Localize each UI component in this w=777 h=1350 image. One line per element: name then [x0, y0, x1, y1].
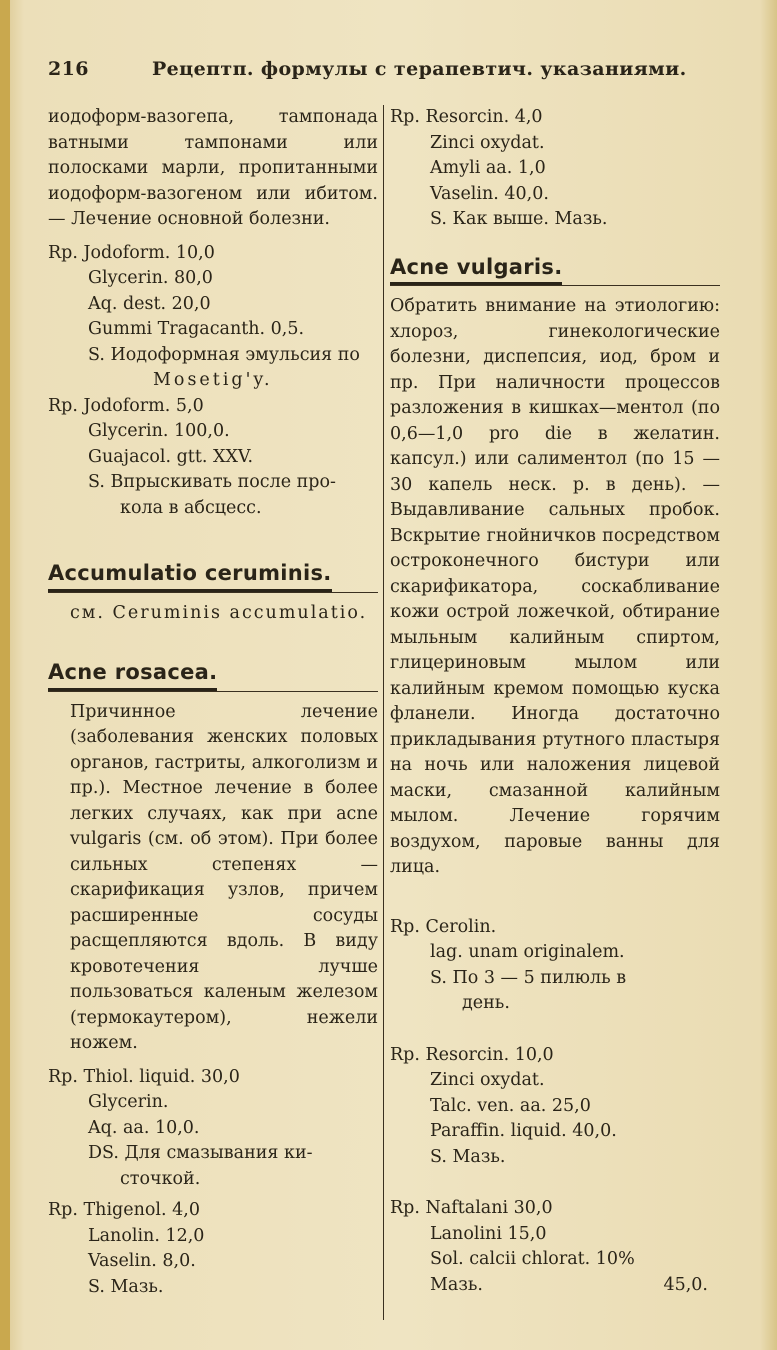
prescription-resorcin-1 [390, 105, 720, 233]
rx-line: Vaselin. 40,0. [430, 183, 549, 204]
rx-line: S. Мазь. [88, 1276, 164, 1297]
rx-line: Mosetig'y. [153, 370, 273, 390]
rx-line: Glycerin. 100,0. [88, 421, 230, 441]
prescription-jodoform-2 [48, 394, 378, 522]
rx-line: Lanolini 15,0 [430, 1223, 547, 1244]
rx-line: день. [462, 993, 510, 1013]
rx-line: кола в абсцесс. [120, 497, 262, 518]
heading-acne-rosacea: Acne rosacea. [48, 660, 217, 691]
page-spine-edge [0, 0, 10, 1350]
acne-vulgaris-text: Обратить внимание на этиологию: хлороз, гинекологические болезни, диспепсия, иод, бром и пр. При наличности процессов разложения в кишках—ментол (по 0,6—1,0 pro die в желатин. капсул.) или салиментол (по 15 — 30 капель неск. р. в день). — Выдавливание сальных пробок. Вскрытие гнойничков посредством остроконечного бистури или скарификатора, соскабливание кожи острой ложечкой, обтирание мыльным калийным спиртом, глицериновым мылом или калийным кремом помощью куска фланели. Иногда достаточно прикладывания ртутного пластыря на ночь или наложения лицевой маски, смазанной калийным мылом. Лечение горячим воздухом, паровые ванны для лица. [390, 285, 720, 881]
prescription-thigenol [48, 1198, 378, 1300]
rx-line: Lanolin. 12,0 [88, 1225, 205, 1246]
heading-accumulatio-ceruminis: Accumulatio ceruminis. [48, 561, 332, 592]
rx-line: S. Мазь. [430, 1146, 506, 1167]
accumulatio-reference: см. Ceruminis accumulatio. [48, 592, 378, 627]
rx-line: Rp. Naftalani 30,0 [390, 1198, 553, 1218]
rx-line: Rp. Thigenol. 4,0 [48, 1200, 200, 1220]
rx-line: Talc. ven. aa. 25,0 [430, 1095, 591, 1116]
prescription-thiol [48, 1065, 378, 1193]
prescription-resorcin-2 [390, 1043, 720, 1171]
rx-line: Zinci oxydat. [430, 1070, 545, 1090]
page-number: 216 [48, 58, 89, 80]
rx-line: Paraffin. liquid. 40,0. [430, 1121, 617, 1141]
rx-line: Glycerin. [88, 1092, 169, 1112]
rx-line: Vaselin. 8,0. [88, 1251, 196, 1271]
rx-line: S. Иодоформная эмульсия по [88, 344, 360, 365]
rx-label: Мазь. [430, 1274, 483, 1295]
rx-line: S. Как выше. Мазь. [430, 209, 608, 229]
rx-line: Glycerin. 80,0 [88, 268, 213, 288]
rx-line: Rp. Thiol. liquid. 30,0 [48, 1066, 240, 1087]
right-column [390, 105, 720, 1298]
rx-line: Guajacol. gtt. XXV. [88, 446, 254, 467]
rx-line: Aq. dest. 20,0 [88, 293, 211, 314]
rx-line: Rp. Jodoform. 5,0 [48, 395, 204, 416]
rx-line: Rp. Resorcin. 10,0 [390, 1044, 554, 1065]
prescription-jodoform-1 [48, 241, 378, 394]
rx-line: DS. Для смазывания ки- [88, 1143, 313, 1163]
running-title: Рецептп. формулы с терапевтич. указаниями. [152, 58, 687, 80]
rx-line: Zinci oxydat. [430, 132, 545, 153]
rx-line: lag. unam originalem. [430, 942, 625, 962]
rx-line: Rp. Resorcin. 4,0 [390, 107, 543, 127]
rx-line: Amyli aa. 1,0 [430, 158, 546, 178]
prescription-cerolin [390, 915, 720, 1017]
paragraph-continuation: иодоформ-вазогепа, тампонада ватными тампонами или полосками марли, пропитанными иодоформ-вазогеном или ибитом. — Лечение основной болезни. [48, 107, 378, 229]
rx-line [390, 1273, 720, 1299]
acne-rosacea-text: Причинное лечение (заболевания женских половых органов, гастриты, алкоголизм и пр.). Местное лечение в более легких случаях, как при acne vulgaris (см. об этом). При более сильных степенях — скарификация узлов, причем расширенные сосуды расщепляются вдоль. В виду кровотечения лучше пользоваться каленым железом (термокаутером), нежели ножем. [48, 691, 378, 1057]
prescription-naftalan [390, 1196, 720, 1298]
rx-total: 45,0. [663, 1274, 708, 1295]
heading-acne-vulgaris: Acne vulgaris. [390, 255, 562, 286]
rx-line: Sol. calcii chlorat. 10% [430, 1249, 635, 1269]
left-column [48, 105, 378, 1300]
rx-line: Gummi Tragacanth. 0,5. [88, 319, 305, 339]
column-divider [383, 105, 384, 1320]
rx-line: S. По 3 — 5 пилюль в [430, 967, 627, 988]
rx-line: Aq. aa. 10,0. [88, 1117, 200, 1138]
rx-line: Rp. Jodoform. 10,0 [48, 242, 215, 263]
rx-line: S. Впрыскивать после про- [88, 472, 336, 492]
rx-line: сточкой. [120, 1168, 201, 1189]
rx-line: Rp. Cerolin. [390, 916, 497, 937]
